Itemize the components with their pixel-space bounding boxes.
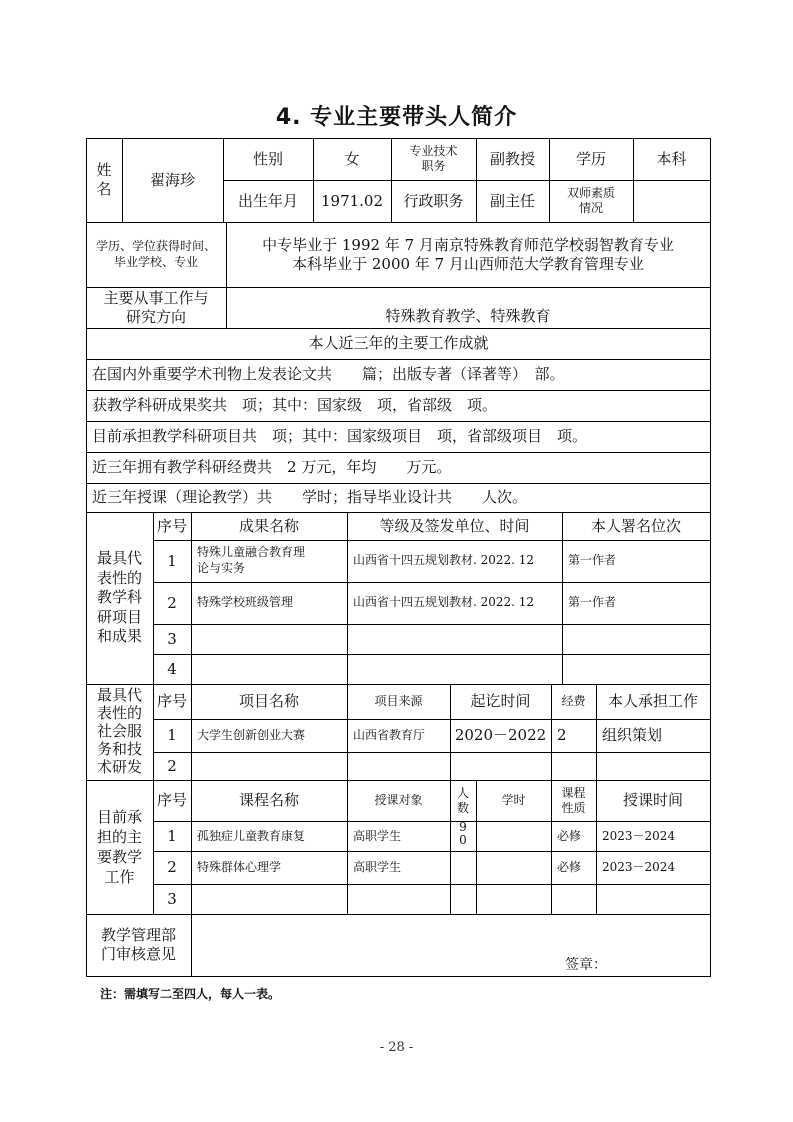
table-row-rr4-no: 4 bbox=[167, 659, 177, 678]
rr-header-name: 成果名称 bbox=[238, 516, 299, 535]
name-value: 翟海珍 bbox=[149, 170, 195, 189]
table-row-ss1-no: 1 bbox=[167, 726, 177, 745]
teaching-label: 目前承 担的主 要教学 工作 bbox=[96, 807, 142, 887]
table-row-ss1-name: 大学生创新创业大赛 bbox=[197, 728, 306, 742]
achievements-header: 本人近三年的主要工作成就 bbox=[308, 334, 489, 353]
table-row-rr2-no: 2 bbox=[167, 593, 177, 612]
table-row-ss1-fund: 2 bbox=[557, 726, 567, 745]
tc-header-target: 授课对象 bbox=[374, 793, 423, 807]
admin-value: 副主任 bbox=[489, 191, 535, 210]
degree-value: 本科 bbox=[656, 149, 687, 168]
tech-title-value: 副教授 bbox=[489, 149, 535, 168]
education-label: 学历、学位获得时间、 毕业学校、专业 bbox=[95, 238, 216, 269]
admin-label: 行政职务 bbox=[403, 191, 464, 210]
ss-header-name: 项目名称 bbox=[238, 692, 299, 711]
birth-label: 出生年月 bbox=[237, 191, 298, 210]
achievement-line-1: 在国内外重要学术刊物上发表论文共 篇；出版专著（译著等） 部。 bbox=[92, 365, 565, 384]
table-row-tc2-no: 2 bbox=[167, 858, 177, 877]
table-row-tc3-no: 3 bbox=[167, 889, 177, 908]
table-row-rr1-no: 1 bbox=[167, 551, 177, 570]
ss-header-fund: 经费 bbox=[561, 694, 586, 708]
table-row-ss1-source: 山西省教育厅 bbox=[353, 728, 426, 742]
social-service-label: 最具代 表性的 社会服 务和技 术研发 bbox=[96, 686, 142, 776]
achievement-line-5: 近三年授课（理论教学）共 学时；指导毕业设计共 人次。 bbox=[92, 488, 528, 507]
ss-header-period: 起讫时间 bbox=[470, 692, 531, 711]
achievement-line-4: 近三年拥有教学科研经费共 2 万元，年均 万元。 bbox=[92, 458, 452, 477]
dual-label: 双师素质 情况 bbox=[566, 186, 615, 215]
tc-header-time: 授课时间 bbox=[622, 791, 683, 810]
education-value bbox=[226, 222, 710, 287]
tc-header-no: 序号 bbox=[156, 791, 187, 810]
table-row-tc1-no: 1 bbox=[167, 826, 177, 845]
table-row-tc1-target: 高职学生 bbox=[353, 828, 402, 843]
dual-value bbox=[633, 180, 710, 222]
rr-header-rank: 本人署名位次 bbox=[590, 516, 681, 535]
education-line-2: 本科毕业于 2000 年 7 月山西师范大学教育管理专业 bbox=[292, 254, 644, 273]
table-row-tc1-nature: 必修 bbox=[557, 828, 582, 843]
table-row-rr2-rank: 第一作者 bbox=[568, 595, 617, 610]
rr-header-level: 等级及签发单位、时间 bbox=[379, 516, 530, 535]
table-row-tc2-nature: 必修 bbox=[557, 860, 582, 874]
table-row-tc2-time: 2023－2024 bbox=[602, 860, 676, 874]
review-sign: 签章： bbox=[565, 957, 607, 973]
table-row-ss2-no: 2 bbox=[167, 756, 177, 775]
page-title: 4. 专业主要带头人简介 bbox=[275, 105, 518, 130]
table-row-rr1-level: 山西省十四五规划教材. 2022. 12 bbox=[353, 553, 535, 568]
ss-header-source: 项目来源 bbox=[374, 694, 423, 708]
achievement-line-3: 目前承担教学科研项目共 项；其中：国家级项目 项，省部级项目 项。 bbox=[92, 427, 588, 446]
rr-header-no: 序号 bbox=[156, 516, 187, 535]
table-row-rr1-rank: 第一作者 bbox=[568, 553, 617, 568]
gender-value: 女 bbox=[344, 149, 360, 168]
degree-label: 学历 bbox=[575, 149, 606, 168]
table-row-tc2-course: 特殊群体心理学 bbox=[197, 860, 282, 874]
table-row-ss1-work: 组织策划 bbox=[602, 726, 663, 745]
footnote: 注：需填写二至四人，每人一表。 bbox=[100, 987, 281, 1001]
table-row-tc1-course: 孤独症儿童教育康复 bbox=[197, 828, 306, 843]
tech-title-label: 专业技术 职务 bbox=[409, 144, 458, 173]
table-row-rr1-name: 特殊儿童融合教育理 论与实务 bbox=[197, 545, 306, 575]
ss-header-work: 本人承担工作 bbox=[607, 692, 698, 711]
achievement-line-2: 获教学科研成果奖共 项；其中：国家级 项，省部级 项。 bbox=[92, 396, 498, 415]
name-label: 姓 名 bbox=[96, 161, 112, 198]
review-label: 教学管理部 门审核意见 bbox=[100, 926, 176, 963]
ss-header-no: 序号 bbox=[156, 692, 187, 711]
table-row-rr2-name: 特殊学校班级管理 bbox=[197, 595, 294, 610]
table-row-rr3-no: 3 bbox=[167, 629, 177, 648]
table-row-tc1-count: 9 0 bbox=[459, 821, 467, 848]
research-results-label: 最具代 表性的 教学科 研项目 和成果 bbox=[96, 549, 142, 646]
tc-header-course: 课程名称 bbox=[238, 791, 299, 810]
page-number: - 28 - bbox=[379, 1040, 414, 1055]
table-row-rr2-level: 山西省十四五规划教材. 2022. 12 bbox=[353, 595, 535, 610]
research-value: 特殊教育教学、特殊教育 bbox=[385, 307, 551, 326]
table-row-ss1-period: 2020－2022 bbox=[454, 726, 547, 745]
gender-label: 性别 bbox=[252, 149, 283, 168]
education-line-1: 中专毕业于 1992 年 7 月南京特殊教育师范学校弱智教育专业 bbox=[262, 235, 674, 254]
research-label: 主要从事工作与 研究方向 bbox=[103, 288, 209, 326]
birth-value: 1971.02 bbox=[320, 191, 384, 210]
tc-header-count: 人 数 bbox=[456, 785, 469, 815]
table-row-tc2-target: 高职学生 bbox=[353, 860, 402, 874]
tc-header-hours: 学时 bbox=[501, 793, 526, 807]
tc-header-nature: 课程 性质 bbox=[561, 785, 586, 815]
table-row-tc1-time: 2023－2024 bbox=[602, 828, 676, 843]
